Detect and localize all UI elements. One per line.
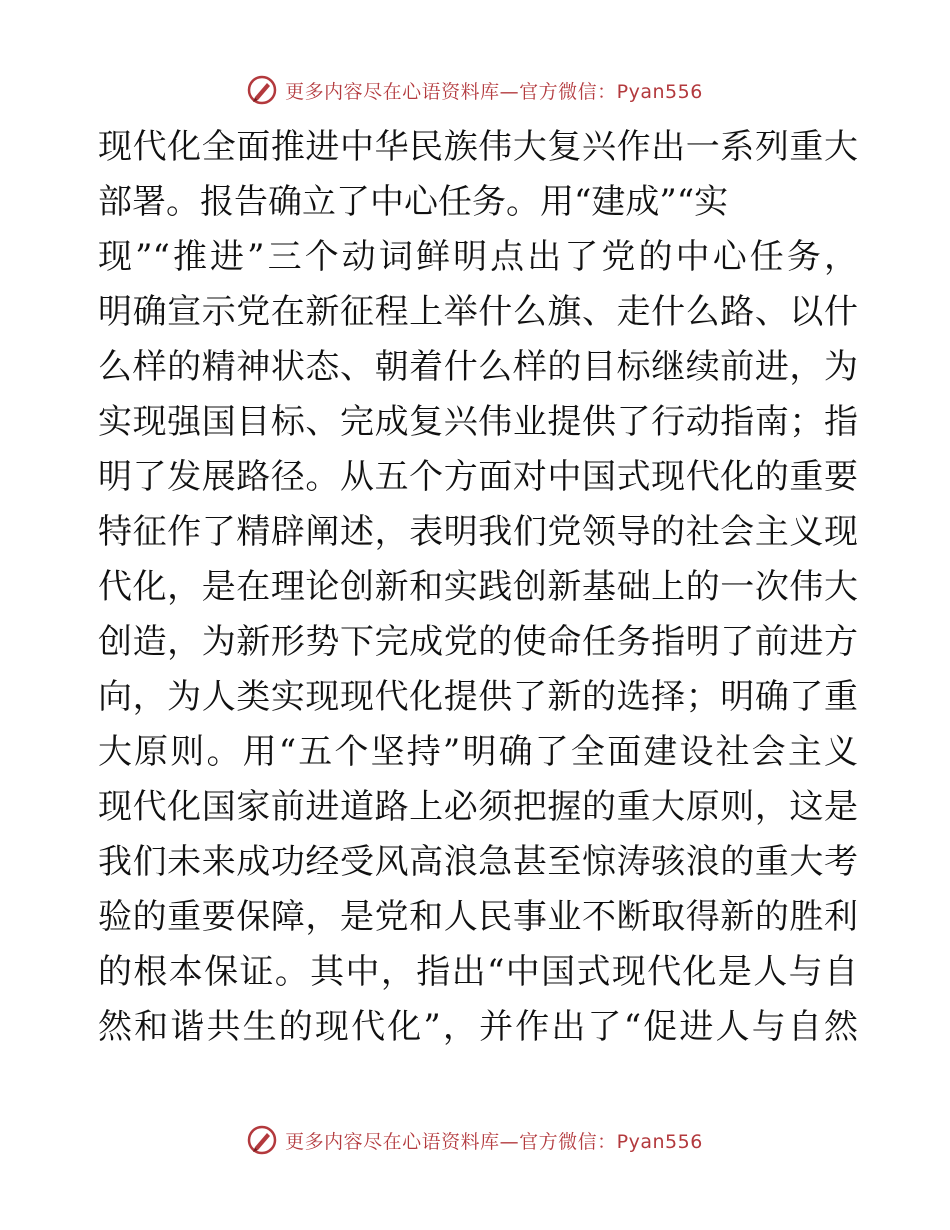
pen-logo-icon	[247, 1125, 277, 1155]
body-line: 明了发展路径。从五个方面对中国式现代化的重要	[98, 457, 858, 497]
body-line: 验的重要保障，是党和人民事业不断取得新的胜利	[98, 897, 858, 937]
document-body	[98, 120, 858, 1055]
pen-logo-icon	[247, 75, 277, 105]
body-line: 的根本保证。其中，指出“中国式现代化是人与自	[98, 952, 858, 992]
body-line: 实现强国目标、完成复兴伟业提供了行动指南；指	[98, 402, 858, 442]
body-line: 大原则。用“五个坚持”明确了全面建设社会主义	[98, 732, 858, 772]
body-line: 代化，是在理论创新和实践创新基础上的一次伟大	[98, 567, 858, 607]
body-line: 特征作了精辟阐述，表明我们党领导的社会主义现	[98, 512, 858, 552]
body-line: 现代化全面推进中华民族伟大复兴作出一系列重大	[98, 127, 858, 167]
body-line: 部署。报告确立了中心任务。用“建成”“实	[98, 182, 729, 222]
header-watermark	[0, 70, 950, 110]
body-line: 我们未来成功经受风高浪急甚至惊涛骇浪的重大考	[98, 842, 858, 882]
body-line: 创造，为新形势下完成党的使命任务指明了前进方	[98, 622, 858, 662]
body-line: 明确宣示党在新征程上举什么旗、走什么路、以什	[98, 292, 858, 332]
body-line: 然和谐共生的现代化”，并作出了“促进人与自然	[98, 1007, 858, 1047]
footer-watermark-text: 更多内容尽在心语资料库—官方微信：Pyan556	[285, 1130, 703, 1153]
body-line: 向，为人类实现现代化提供了新的选择；明确了重	[98, 677, 858, 717]
body-line: 现”“推进”三个动词鲜明点出了党的中心任务，	[98, 237, 858, 277]
body-line: 么样的精神状态、朝着什么样的目标继续前进，为	[98, 347, 858, 387]
footer-watermark	[0, 1120, 950, 1160]
body-line: 现代化国家前进道路上必须把握的重大原则，这是	[98, 787, 858, 827]
header-watermark-text: 更多内容尽在心语资料库—官方微信：Pyan556	[285, 80, 703, 103]
